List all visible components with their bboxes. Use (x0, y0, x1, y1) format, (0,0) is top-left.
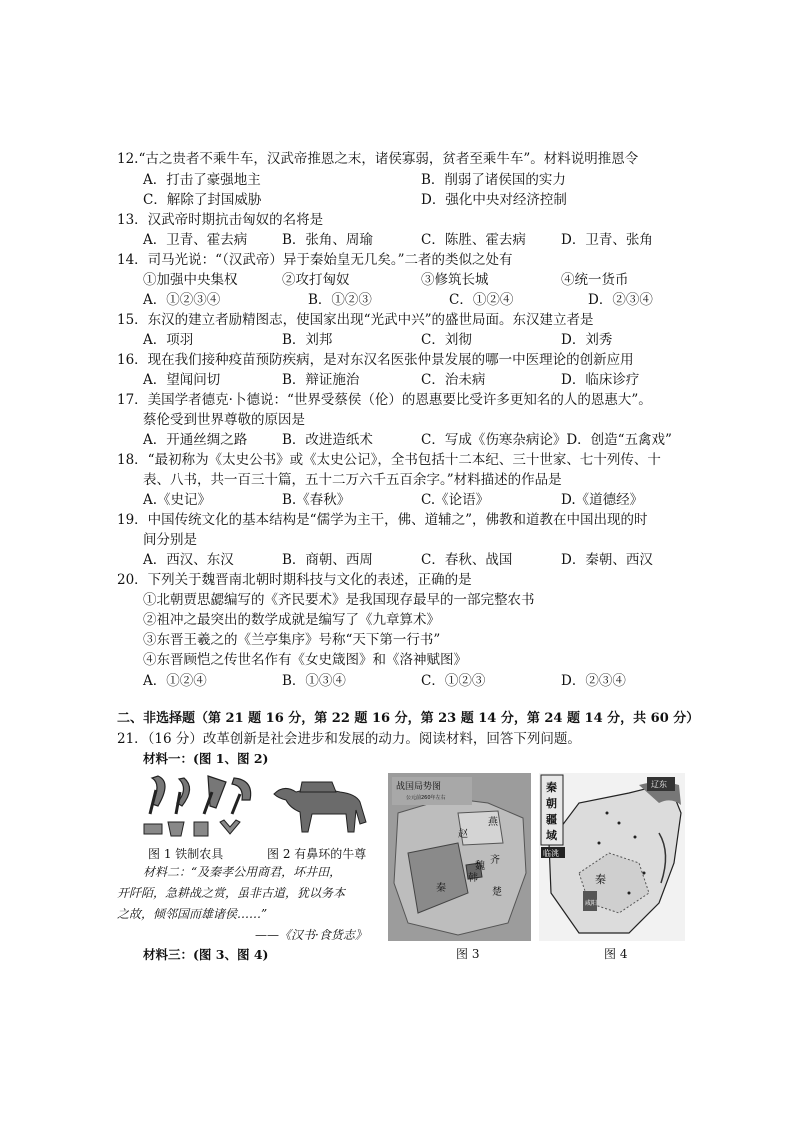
q14-item-1: ①加强中央集权 (143, 272, 238, 288)
map3-label-wei: 魏 (475, 861, 485, 872)
q18-option-a: A.《史记》 (143, 492, 212, 508)
ox-zun-figure (262, 776, 372, 846)
q14-option-b: B．①②③ (308, 292, 372, 308)
qin-territory-map (539, 773, 685, 941)
q14-option-d: D．②③④ (588, 292, 653, 308)
section-2-heading: 二、非选择题（第 21 题 16 分，第 22 题 16 分，第 23 题 14 分，第 24 题 14 分，共 60 分） (117, 711, 700, 726)
q12-option-d: D．强化中央对经济控制 (421, 192, 567, 208)
q14-item-4: ④统一货币 (561, 272, 629, 288)
q20-statement-4: ④东晋顾恺之传世名作有《女史箴图》和《洛神赋图》 (143, 652, 467, 668)
q14-option-c: C．①②④ (449, 292, 514, 308)
q17-stem-line1: 17．美国学者德克·卜德说：“世界受蔡侯（伦）的恩惠要比受许多更知名的人的恩惠大”。 (117, 392, 652, 408)
q16-stem: 16．现在我们接种疫苗预防疾病，是对东汉名医张仲景发展的哪一中医理论的创新应用 (117, 352, 634, 368)
figure-1-caption: 图 1 铁制农具 (148, 847, 224, 861)
iron-tools-figure (140, 770, 260, 842)
q13-option-a: A．卫青、霍去病 (143, 232, 248, 248)
figure-3-caption: 图 3 (456, 947, 480, 961)
q13-stem: 13．汉武帝时期抗击匈奴的名将是 (117, 212, 324, 228)
q13-option-d: D．卫青、张角 (561, 232, 653, 248)
q17-stem-line2: 蔡伦受到世界尊敬的原因是 (143, 412, 305, 428)
q14-stem: 14．司马光说：“（汉武帝）异于秦始皇无几矣。”二者的类似之处有 (117, 252, 513, 268)
q16-option-b: B．辩证施治 (282, 372, 360, 388)
q19-option-a: A．西汉、东汉 (143, 552, 234, 568)
q20-statement-2: ②祖冲之最突出的数学成就是编写了《九章算术》 (143, 612, 440, 628)
q15-option-d: D．刘秀 (561, 332, 613, 348)
q15-option-c: C．刘彻 (421, 332, 472, 348)
q21-material-2-line3: 之故，倾邻国而雄诸侯……” (117, 907, 268, 921)
q19-stem-line2: 间分别是 (143, 532, 197, 548)
q14-item-2: ②攻打匈奴 (282, 272, 350, 288)
q18-option-d: D.《道德经》 (561, 492, 644, 508)
q15-option-b: B．刘邦 (282, 332, 333, 348)
map4-label-liaodong: 辽东 (651, 780, 667, 789)
map4-label-lintao: 临洮 (543, 849, 559, 858)
figure-2-caption: 图 2 有鼻环的牛尊 (267, 847, 367, 861)
q19-option-b: B．商朝、西周 (282, 552, 373, 568)
q14-option-a: A．①②③④ (143, 292, 221, 308)
q13-option-c: C．陈胜、霍去病 (421, 232, 526, 248)
q21-material-3-label: 材料三：(图 3、图 4) (143, 947, 269, 962)
q12-option-c: C．解除了封国威胁 (143, 192, 262, 208)
map3-label-zhao: 赵 (458, 829, 468, 840)
q12-option-b: B．削弱了诸侯国的实力 (421, 172, 566, 188)
q19-option-d: D．秦朝、西汉 (561, 552, 653, 568)
q16-option-d: D．临床诊疗 (561, 372, 640, 388)
q12-option-a: A．打击了豪强地主 (143, 172, 261, 188)
q14-item-3: ③修筑长城 (421, 272, 489, 288)
q15-stem: 15．东汉的建立者励精图志，使国家出现“光武中兴”的盛世局面。东汉建立者是 (117, 312, 594, 328)
map3-label-qi: 齐 (490, 855, 500, 866)
q21-material-2-line1: 材料二：“及秦孝公用商君，坏井田， (143, 865, 342, 879)
map3-label-qin: 秦 (436, 883, 446, 894)
figure-4-caption: 图 4 (604, 947, 628, 961)
q18-option-c: C.《论语》 (421, 492, 490, 508)
q18-stem-line1: 18．“最初称为《太史公书》或《太史公记》，全书包括十二本纪、三十世家、七十列传、十 (117, 452, 661, 468)
map3-label-yan: 燕 (488, 817, 498, 828)
q15-option-a: A．项羽 (143, 332, 194, 348)
map4-label-xianyang: 咸阳 (585, 900, 598, 907)
q16-option-a: A．望闻问切 (143, 372, 221, 388)
q20-option-b: B．①③④ (282, 673, 346, 689)
q18-stem-line2: 表、八书，共一百三十篇，五十二万六千五百余字。”材料描述的作品是 (143, 472, 562, 488)
q17-option-cd: C．写成《伤寒杂病论》D．创造“五禽戏” (421, 432, 672, 448)
map3-title: 战国局势图 (396, 782, 442, 792)
map3-label-han: 韩 (468, 873, 478, 884)
q12-stem: 12.“古之贵者不乘牛车，汉武帝推恩之末，诸侯寡弱，贫者至乘牛车”。材料说明推恩令 (117, 151, 639, 167)
q18-option-b: B.《春秋》 (282, 492, 351, 508)
warring-states-map (388, 773, 531, 941)
map4-title-char-4: 域 (546, 829, 557, 842)
map4-title-char-2: 朝 (546, 797, 557, 810)
map4-title-char-3: 疆 (546, 813, 557, 826)
q20-statement-3: ③东晋王羲之的《兰亭集序》号称“天下第一行书” (143, 632, 441, 648)
q20-option-d: D．②③④ (561, 673, 626, 689)
q13-option-b: B．张角、周瑜 (282, 232, 373, 248)
q20-stem: 20．下列关于魏晋南北朝时期科技与文化的表述，正确的是 (117, 572, 472, 588)
q21-material-2-line2: 开阡陌，急耕战之赏，虽非古道，犹以务本 (117, 886, 346, 900)
map3-subtitle: 公元前260年左右 (406, 795, 446, 801)
q20-option-a: A．①②④ (143, 673, 207, 689)
q20-statement-1: ①北朝贾思勰编写的《齐民要术》是我国现存最早的一部完整农书 (143, 592, 535, 608)
map4-label-qin: 秦 (595, 873, 606, 886)
q17-option-b: B．改进造纸术 (282, 432, 373, 448)
q21-stem: 21．（16 分）改革创新是社会进步和发展的动力。阅读材料，回答下列问题。 (117, 731, 581, 747)
q20-option-c: C．①②③ (421, 673, 486, 689)
q19-option-c: C．春秋、战国 (421, 552, 513, 568)
q16-option-c: C．治未病 (421, 372, 486, 388)
map4-title-char-1: 秦 (546, 781, 557, 794)
q17-option-a: A．开通丝绸之路 (143, 432, 248, 448)
q21-material-1-label: 材料一：(图 1、图 2) (143, 751, 269, 766)
map3-label-chu: 楚 (492, 887, 502, 898)
q19-stem-line1: 19．中国传统文化的基本结构是“儒学为主干，佛、道辅之”，佛教和道教在中国出现的时 (117, 512, 648, 528)
q21-material-2-source: ——《汉书·食货志》 (255, 928, 367, 942)
